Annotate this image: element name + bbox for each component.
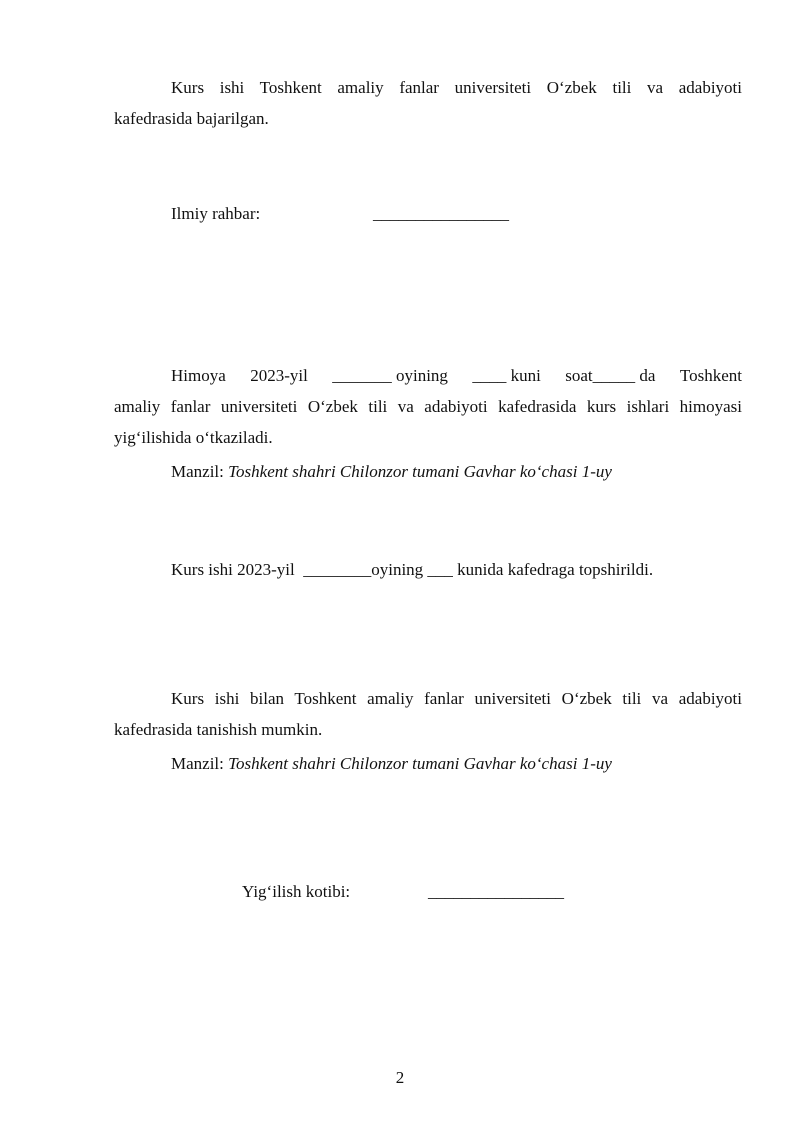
page-number: 2: [395, 1068, 405, 1087]
review-line-1: [171, 683, 742, 714]
defense-line-1: [171, 360, 742, 391]
defense-line-2: [114, 391, 742, 422]
address-1: [171, 456, 612, 487]
supervisor-signature-blank: ________________: [373, 204, 509, 223]
intro-line-1-text: Kurs ishi Toshkent amaliy fanlar universiteti O‘zbek tili va adabiyoti: [171, 78, 742, 97]
defense-word-himoya: Himoya: [171, 366, 226, 385]
review-line-2: kafedrasida tanishish mumkin.: [114, 720, 323, 739]
address-1-value: Toshkent shahri Chilonzor tumani Gavhar ko‘chasi 1-uy: [228, 462, 612, 481]
defense-year: 2023-yil: [250, 366, 308, 385]
defense-time-blank: soat_____ da: [565, 366, 656, 385]
defense-month-blank: _______ oyining: [332, 366, 448, 385]
address-1-label: Manzil:: [171, 462, 229, 481]
defense-line-3: yig‘ilishida o‘tkaziladi.: [114, 428, 273, 447]
intro-line-2: kafedrasida bajarilgan.: [114, 109, 269, 128]
supervisor-label: Ilmiy rahbar:: [171, 204, 261, 223]
secretary-signature-blank: ________________: [428, 882, 564, 901]
submission-line: Kurs ishi 2023-yil ________oyining ___ kunida kafedraga topshirildi.: [171, 560, 654, 579]
address-2-value: Toshkent shahri Chilonzor tumani Gavhar ko‘chasi 1-uy: [228, 754, 612, 773]
defense-word-toshkent: Toshkent: [679, 366, 742, 385]
intro-line-1: [171, 72, 742, 103]
review-line-1-text: Kurs ishi bilan Toshkent amaliy fanlar universiteti O‘zbek tili va adabiyoti: [171, 689, 742, 708]
defense-day-blank: ____ kuni: [472, 366, 541, 385]
address-2: [171, 748, 612, 779]
secretary-label: Yig‘ilish kotibi:: [242, 882, 351, 901]
address-2-label: Manzil:: [171, 754, 229, 773]
defense-line-2-text: amaliy fanlar universiteti O‘zbek tili va adabiyoti kafedrasida kurs ishlari himoyasi: [114, 397, 742, 416]
